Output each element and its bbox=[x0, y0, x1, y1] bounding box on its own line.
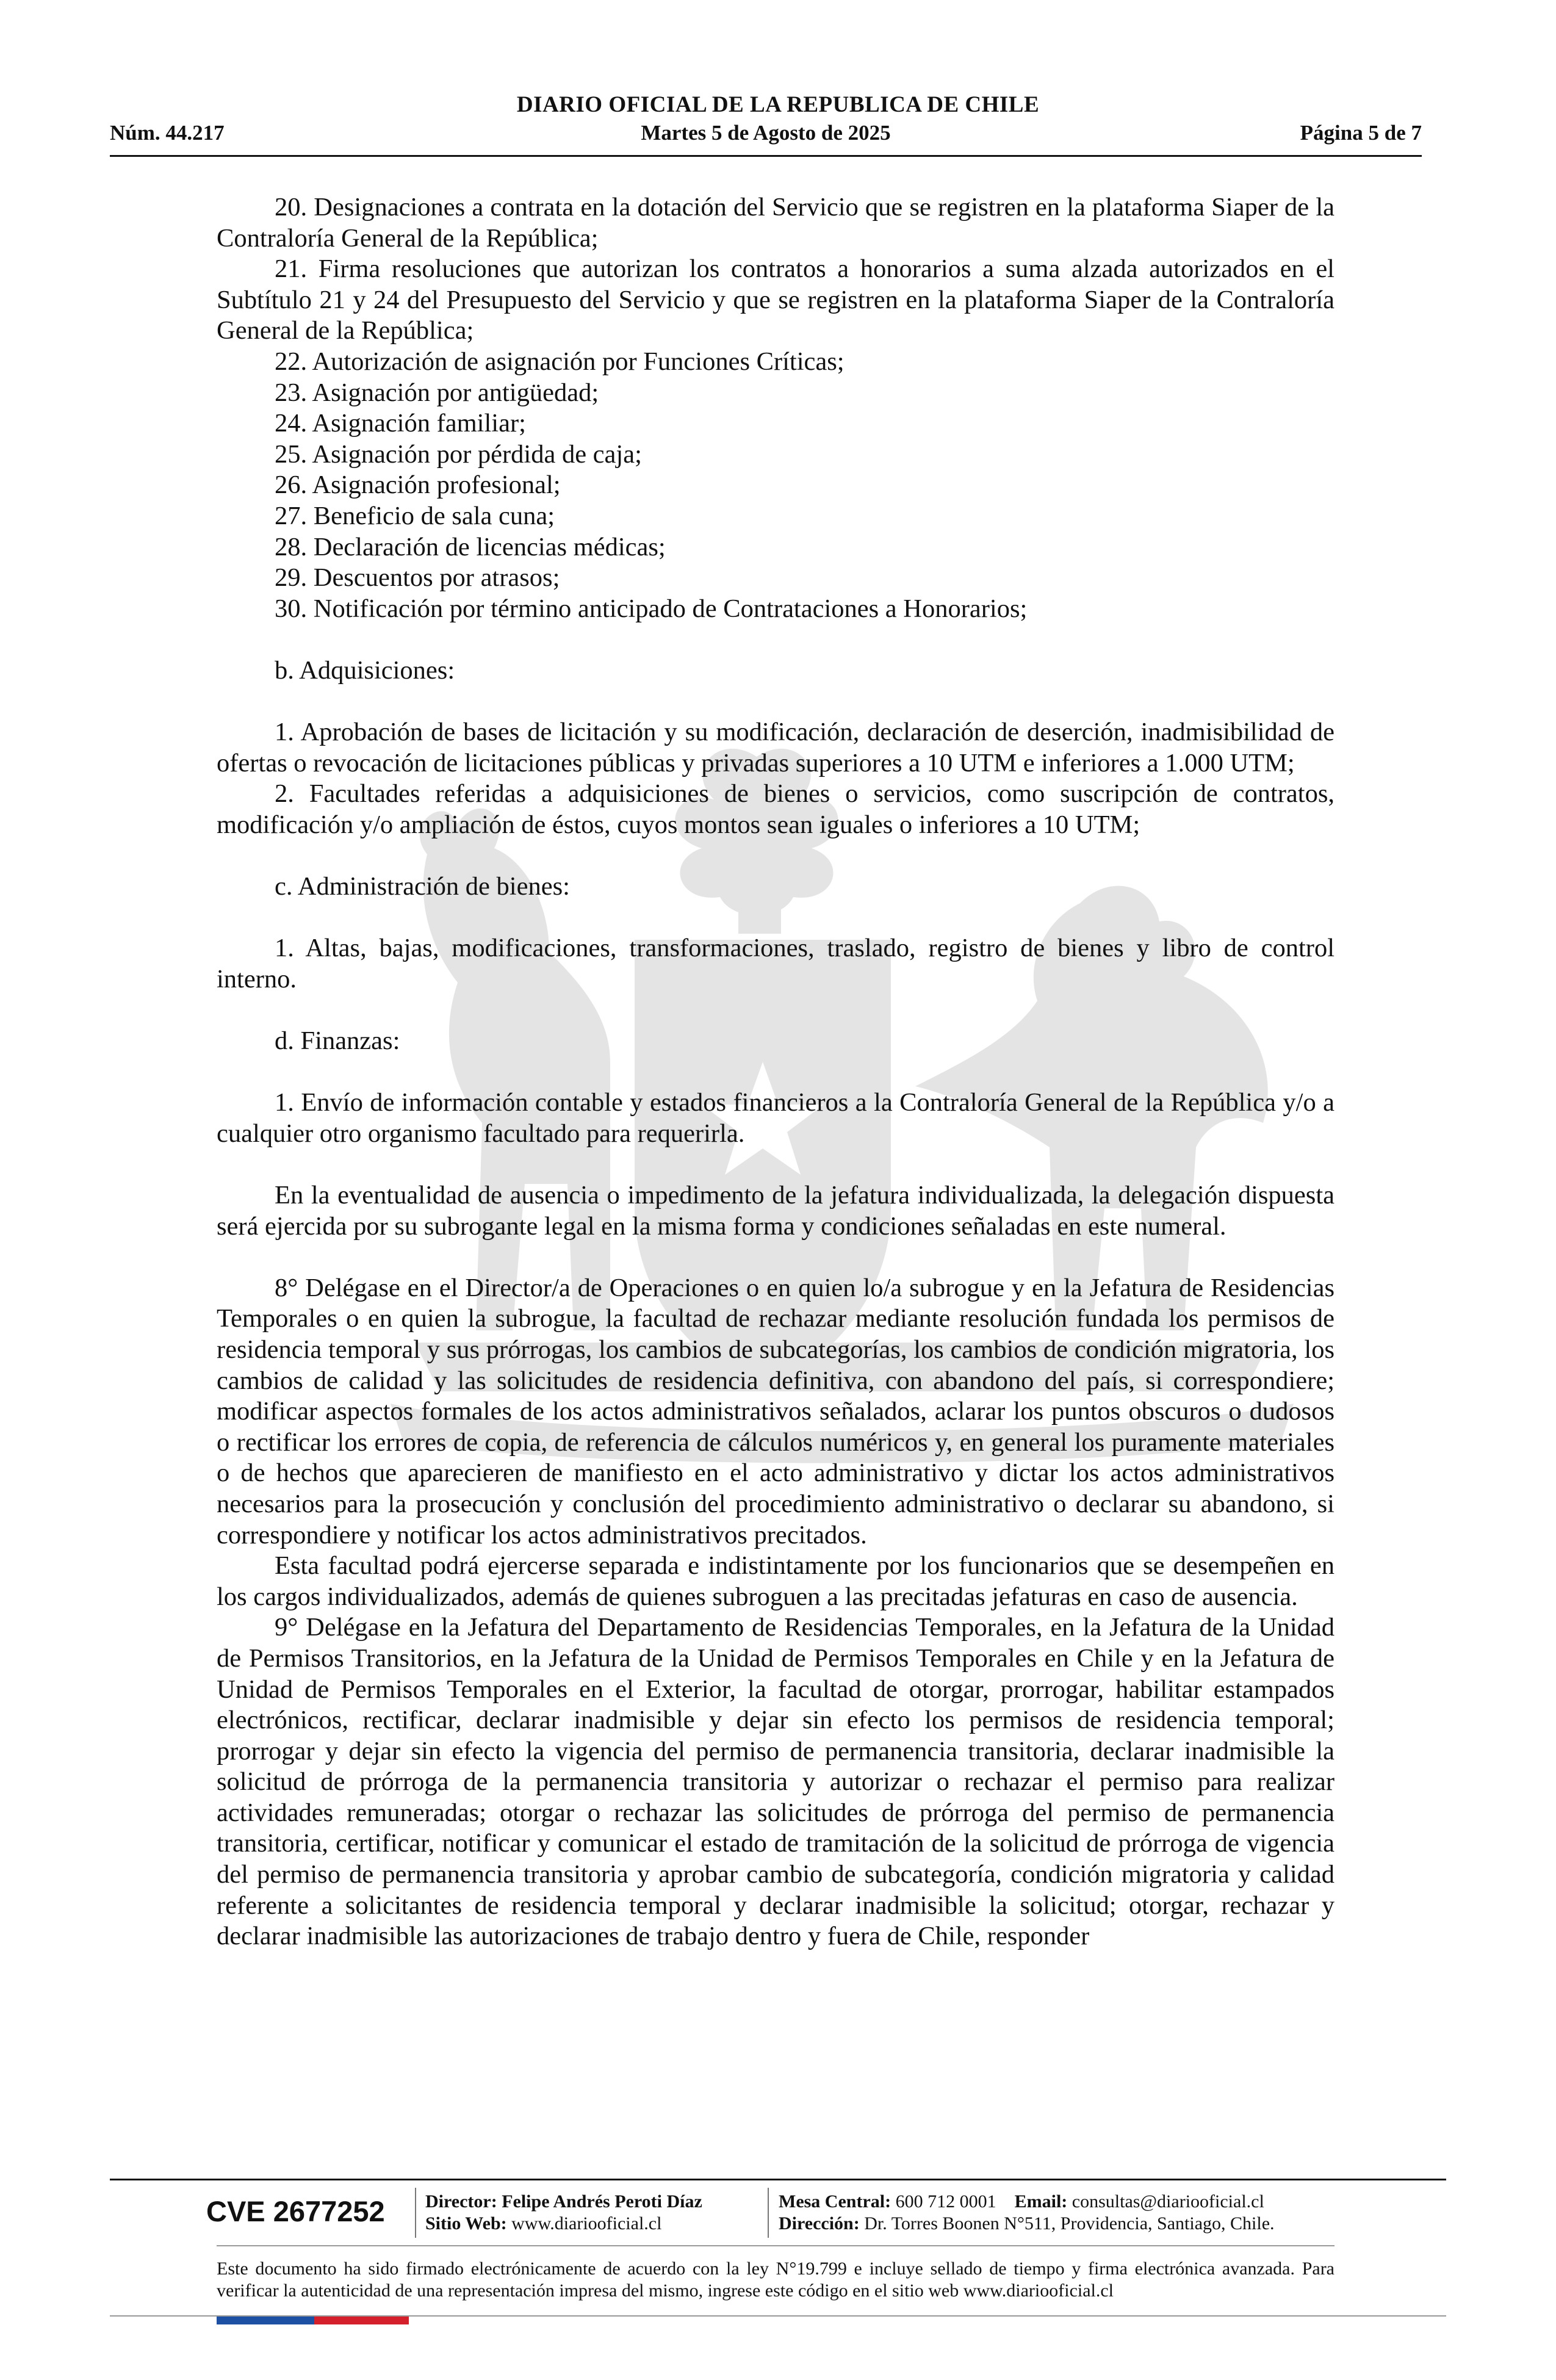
footer-separator bbox=[768, 2188, 769, 2238]
body-paragraph: 23. Asignación por antigüedad; bbox=[275, 378, 599, 407]
website-link[interactable]: www.diariooficial.cl bbox=[511, 2213, 662, 2234]
director-name: Felipe Andrés Peroti Díaz bbox=[502, 2191, 702, 2212]
issue-date: Martes 5 de Agosto de 2025 bbox=[641, 121, 891, 145]
cve-code: CVE 2677252 bbox=[206, 2195, 385, 2227]
body-paragraph: Esta facultad podrá ejercerse separada e indistintamente por los funcionarios que se desempeñen en los cargos individualizados, además de quienes subroguen a las precitadas jefaturas en caso de ausencia. bbox=[217, 1551, 1334, 1611]
body-paragraph: 20. Designaciones a contrata en la dotación del Servicio que se registren en la plataforma Siaper de la Contraloría General de la República; bbox=[217, 193, 1334, 253]
email-label: Email: bbox=[1014, 2191, 1068, 2212]
flag-stripe-blue bbox=[217, 2317, 314, 2324]
footer-director-block bbox=[425, 2191, 702, 2235]
page-indicator: Página 5 de 7 bbox=[1300, 121, 1422, 145]
body-paragraph: 8° Delégase en el Director/a de Operaciones o en quien lo/a subrogue y en la Jefatura de Residencias Temporales o en quien la subrogue, la facultad de rechazar mediante resolución fundada los permisos de residencia temporal y sus prórrogas, los cambios de subcategorías, los cambios de condición migratoria, los cambios de calidad y las solicitudes de residencia definitiva, con abandono del país, si correspondiere; modificar aspectos formales de los actos administrativos señalados, aclarar los puntos obscuros o dudosos o rectificar los errores de copia, de referencia de cálculos numéricos y, en general los puramente materiales o de hechos que aparecieren de manifiesto en el acto administrativo y dictar los actos administrativos necesarios para la prosecución y conclusión del procedimiento administrativo o declarar su abandono, si correspondiere y notificar los actos administrativos precitados. bbox=[217, 1273, 1334, 1549]
body-paragraph: d. Finanzas: bbox=[275, 1026, 400, 1056]
footer-separator bbox=[415, 2188, 416, 2238]
address-label: Dirección: bbox=[779, 2213, 860, 2234]
footer-divider-top bbox=[110, 2179, 1446, 2180]
body-paragraph: En la eventualidad de ausencia o impedimento de la jefatura individualizada, la delegación dispuesta será ejercida por su subrogante legal en la misma forma y condiciones señaladas en este numeral. bbox=[217, 1181, 1334, 1241]
body-paragraph: b. Adquisiciones: bbox=[275, 655, 455, 685]
header-row bbox=[110, 121, 1422, 151]
body-paragraph: 28. Declaración de licencias médicas; bbox=[275, 532, 666, 561]
body-paragraph: 2. Facultades referidas a adquisiciones de bienes o servicios, como suscripción de contratos, modificación y/o ampliación de éstos, cuyos montos sean iguales o inferiores a 10 UTM; bbox=[217, 779, 1334, 839]
body-paragraph: 1. Altas, bajas, modificaciones, transformaciones, traslado, registro de bienes y libro de control interno. bbox=[217, 934, 1334, 993]
address-value: Dr. Torres Boonen N°511, Providencia, Santiago, Chile. bbox=[864, 2213, 1275, 2234]
mesa-central-label: Mesa Central: bbox=[779, 2191, 891, 2212]
body-paragraph: 30. Notificación por término anticipado de Contrataciones a Honorarios; bbox=[275, 594, 1028, 623]
body-paragraph: 29. Descuentos por atrasos; bbox=[275, 563, 560, 593]
footer-divider-middle bbox=[217, 2245, 1334, 2246]
body-paragraph: 22. Autorización de asignación por Funciones Críticas; bbox=[275, 347, 845, 376]
issue-number: Núm. 44.217 bbox=[110, 121, 225, 145]
flag-stripe-red bbox=[314, 2317, 409, 2324]
mesa-central-phone: 600 712 0001 bbox=[895, 2191, 996, 2212]
body-paragraph: 1. Envío de información contable y estados financieros a la Contraloría General de la República y/o a cualquier otro organismo facultado para requerirla. bbox=[217, 1088, 1334, 1148]
body-paragraph: 9° Delégase en la Jefatura del Departamento de Residencias Temporales, en la Jefatura de la Unidad de Permisos Transitorios, en la Jefatura de la Unidad de Permisos Temporales en Chile y en la Jefatura de Unidad de Permisos Temporales en el Exterior, la facultad de otorgar, prorrogar, habilitar estampados electrónicos, rectificar, declarar inadmisible y dejar sin efecto los permisos de residencia temporal; prorrogar y dejar sin efecto la vigencia del permiso de permanencia transitoria, declarar inadmisible la solicitud de prórroga de la permanencia transitoria y autorizar o rechazar el permiso para realizar actividades remuneradas; otorgar o rechazar las solicitudes de prórroga del permiso de permanencia transitoria, certificar, notificar y comunicar el estado de tramitación de la solicitud de prórroga de vigencia del permiso de permanencia transitoria y aprobar cambio de subcategoría, condición migratoria y calidad referente a solicitantes de residencia temporal y declarar inadmisible la solicitud; otorgar, rechazar y declarar inadmisible las autorizaciones de trabajo dentro y fuera de Chile, responder bbox=[217, 1613, 1334, 1951]
footer-contact-block bbox=[779, 2191, 1275, 2235]
body-paragraph: 27. Beneficio de sala cuna; bbox=[275, 501, 555, 530]
body-paragraph: 24. Asignación familiar; bbox=[275, 409, 526, 438]
header-divider bbox=[110, 155, 1422, 157]
body-paragraph: 25. Asignación por pérdida de caja; bbox=[275, 439, 642, 469]
document-body bbox=[217, 192, 1334, 1952]
signature-notice: Este documento ha sido firmado electrónicamente de acuerdo con la ley N°19.799 e incluye sellado de tiempo y firma electrónica avanzada. Para verificar la autenticidad de una representación impresa del mismo, ingrese este código en el sitio web www.diariooficial.cl bbox=[217, 2259, 1334, 2301]
body-paragraph: 1. Aprobación de bases de licitación y su modificación, declaración de deserción, inadmisibilidad de ofertas o revocación de licitaciones públicas y privadas superiores a 10 UTM e inferiores a 1.000 UTM; bbox=[217, 718, 1334, 777]
director-label: Director: bbox=[425, 2191, 497, 2212]
website-label: Sitio Web: bbox=[425, 2213, 507, 2234]
email-link[interactable]: consultas@diariooficial.cl bbox=[1072, 2191, 1264, 2212]
publication-title: DIARIO OFICIAL DE LA REPUBLICA DE CHILE bbox=[516, 92, 1040, 117]
body-paragraph: 26. Asignación profesional; bbox=[275, 471, 561, 500]
body-paragraph: c. Administración de bienes: bbox=[275, 872, 570, 901]
body-paragraph: 21. Firma resoluciones que autorizan los contratos a honorarios a suma alzada autorizados en el Subtítulo 21 y 24 del Presupuesto del Servicio y que se registren en la plataforma Siaper de la Contraloría General de la República; bbox=[217, 254, 1334, 345]
